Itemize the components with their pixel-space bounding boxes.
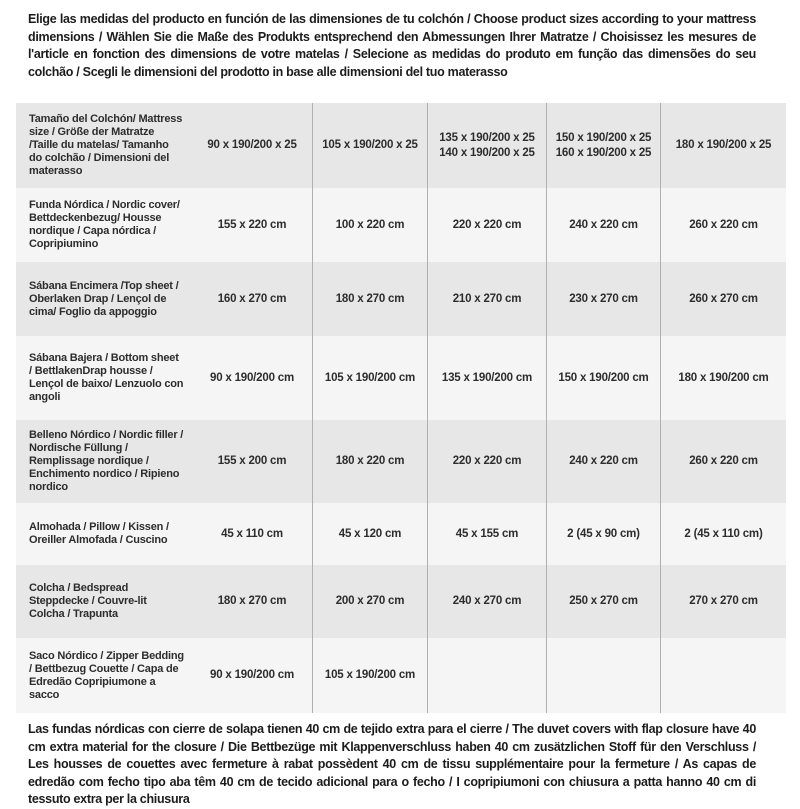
size-cell xyxy=(312,638,427,713)
size-cell xyxy=(192,336,312,420)
size-value: 155 x 220 cm xyxy=(217,218,287,231)
size-value: 240 x 220 cm xyxy=(569,218,638,231)
size-cell xyxy=(427,420,546,503)
size-value: 240 x 270 cm xyxy=(452,595,522,607)
size-value: 180 x 270 cm xyxy=(217,595,287,607)
size-value: 180 x 270 cm xyxy=(335,292,405,305)
size-cell xyxy=(427,503,546,565)
size-value: 135 x 190/200 cm xyxy=(441,371,533,384)
size-cell xyxy=(660,103,786,188)
size-cell xyxy=(660,336,786,420)
size-value: 2 (45 x 90 cm) xyxy=(567,527,640,540)
size-cell xyxy=(427,565,546,638)
size-value: 2 (45 x 110 cm) xyxy=(684,527,763,540)
size-cell xyxy=(427,336,546,420)
row-label: Tamaño del Colchón/ Mattress size / Größe der Matratze /Taille du matelas/ Tamanho do colchão / Dimensioni del materasso xyxy=(29,113,183,177)
size-value: 180 x 190/200 cm xyxy=(678,371,769,384)
size-cell xyxy=(660,638,786,713)
size-value: 200 x 270 cm xyxy=(335,595,405,607)
intro-text: Elige las medidas del producto en función de las dimensiones de tu colchón / Choose product sizes according to your mattress dimensions / Wählen Sie die Maße des Produkts entsprechend den Abmessungen Ihrer Matratze / Choisissez les mesures de l'article en fonction des dimensions de votre matelas / Selecione as medidas do produto em função das dimensões do seu colchão / Scegli le dimensioni del prodotto in base alle dimensioni del tuo materasso xyxy=(28,12,756,79)
table-row xyxy=(16,638,786,713)
size-cell xyxy=(312,503,427,565)
size-cell xyxy=(427,262,546,336)
size-cell xyxy=(192,262,312,336)
size-cell xyxy=(192,503,312,565)
row-label: Belleno Nórdico / Nordic filler / Nordische Füllung / Remplissage nordique / Enchimento nordico / Ripieno nordico xyxy=(29,429,184,493)
size-cell xyxy=(427,188,546,262)
size-cell xyxy=(312,103,427,188)
row-label: Sábana Encimera /Top sheet / Oberlaken Drap / Lençol de cima/ Foglio da appoggio xyxy=(29,279,179,318)
size-value: 160 x 270 cm xyxy=(217,292,287,305)
size-value: 180 x 190/200 x 25 xyxy=(675,139,772,151)
size-cell xyxy=(427,638,546,713)
row-label: Colcha / Bedspread Steppdecke / Couvre-lit Colcha / Trapunta xyxy=(29,582,147,620)
size-value: 210 x 270 cm xyxy=(452,292,522,305)
size-value: 135 x 190/200 x 25 xyxy=(439,131,535,144)
size-value: 250 x 270 cm xyxy=(569,595,638,607)
size-cell xyxy=(660,188,786,262)
size-value: 270 x 270 cm xyxy=(689,595,758,607)
size-value: 230 x 270 cm xyxy=(569,292,638,305)
size-value: 45 x 110 cm xyxy=(221,527,283,540)
size-cell xyxy=(546,638,660,713)
size-value: 240 x 220 cm xyxy=(569,455,638,467)
size-cell xyxy=(312,565,427,638)
size-cell xyxy=(192,565,312,638)
size-cell xyxy=(312,336,427,420)
table-row xyxy=(16,188,786,262)
size-value: 260 x 270 cm xyxy=(689,292,758,305)
table-row xyxy=(16,420,786,503)
size-cell xyxy=(546,336,660,420)
size-value: 105 x 190/200 cm xyxy=(324,669,416,681)
row-label: Sábana Bajera / Bottom sheet / BettlakenDrap housse / Lençol de baixo/ Lenzuolo con angoli xyxy=(29,352,184,403)
table-row xyxy=(16,336,786,420)
size-value: 260 x 220 cm xyxy=(689,455,758,467)
size-value: 260 x 220 cm xyxy=(689,218,758,231)
size-cell xyxy=(660,262,786,336)
size-cell xyxy=(546,503,660,565)
size-cell xyxy=(192,188,312,262)
size-value: 90 x 190/200 cm xyxy=(210,669,294,681)
size-value: 180 x 220 cm xyxy=(335,455,405,467)
size-cell xyxy=(192,638,312,713)
size-value: 45 x 155 cm xyxy=(455,527,519,540)
size-cell xyxy=(660,565,786,638)
size-cell xyxy=(427,103,546,188)
table-row xyxy=(16,103,786,188)
size-value: 90 x 190/200 cm xyxy=(210,371,294,384)
size-cell xyxy=(546,262,660,336)
size-cell xyxy=(546,188,660,262)
row-label: Funda Nórdica / Nordic cover/ Bettdeckenbezug/ Housse nordique / Capa nórdica / Copripiumino xyxy=(29,199,180,250)
size-value: 45 x 120 cm xyxy=(338,527,402,540)
size-value: 140 x 190/200 x 25 xyxy=(439,146,535,159)
table-row xyxy=(16,503,786,565)
row-label: Saco Nórdico / Zipper Bedding / Bettbezug Couette / Capa de Edredão Copripiumone a sacco xyxy=(29,649,184,701)
size-cell xyxy=(546,103,660,188)
size-value: 105 x 190/200 cm xyxy=(324,371,416,384)
row-label: Almohada / Pillow / Kissen / Oreiller Almofada / Cuscino xyxy=(29,521,169,546)
size-value: 90 x 190/200 x 25 xyxy=(207,139,297,151)
size-value: 150 x 190/200 x 25 xyxy=(555,131,652,144)
table-row xyxy=(16,262,786,336)
size-value: 160 x 190/200 x 25 xyxy=(555,146,652,159)
size-value: 220 x 220 cm xyxy=(452,218,522,231)
size-cell xyxy=(312,262,427,336)
size-cell xyxy=(546,420,660,503)
size-cell xyxy=(660,503,786,565)
size-cell xyxy=(192,420,312,503)
size-value: 100 x 220 cm xyxy=(335,218,405,231)
product-size-table xyxy=(16,103,786,713)
footer-note: Las fundas nórdicas con cierre de solapa tienen 40 cm de tejido extra para el cierre / The duvet covers with flap closure have 40 cm extra material for the closure / Die Bettbezüge mit Klappenverschluss haben 40 cm zusätzlichen Stoff für den Verschluss / Les housses de couettes avec fermeture à rabat possèdent 40 cm de tissu supplémentaire pour la fermeture / As capas de edredão com fecho tipo aba têm 40 cm de tecido adicional para o fecho / I copripiumoni con chiusura a patta hanno 40 cm di tessuto extra per la chiusura xyxy=(28,722,756,806)
size-value: 150 x 190/200 cm xyxy=(558,371,649,384)
size-cell xyxy=(312,188,427,262)
table-row xyxy=(16,565,786,638)
size-value: 155 x 200 cm xyxy=(217,455,287,467)
size-cell xyxy=(312,420,427,503)
size-value: 105 x 190/200 x 25 xyxy=(322,139,418,151)
size-cell xyxy=(660,420,786,503)
size-value: 220 x 220 cm xyxy=(452,455,522,467)
size-cell xyxy=(192,103,312,188)
size-cell xyxy=(546,565,660,638)
